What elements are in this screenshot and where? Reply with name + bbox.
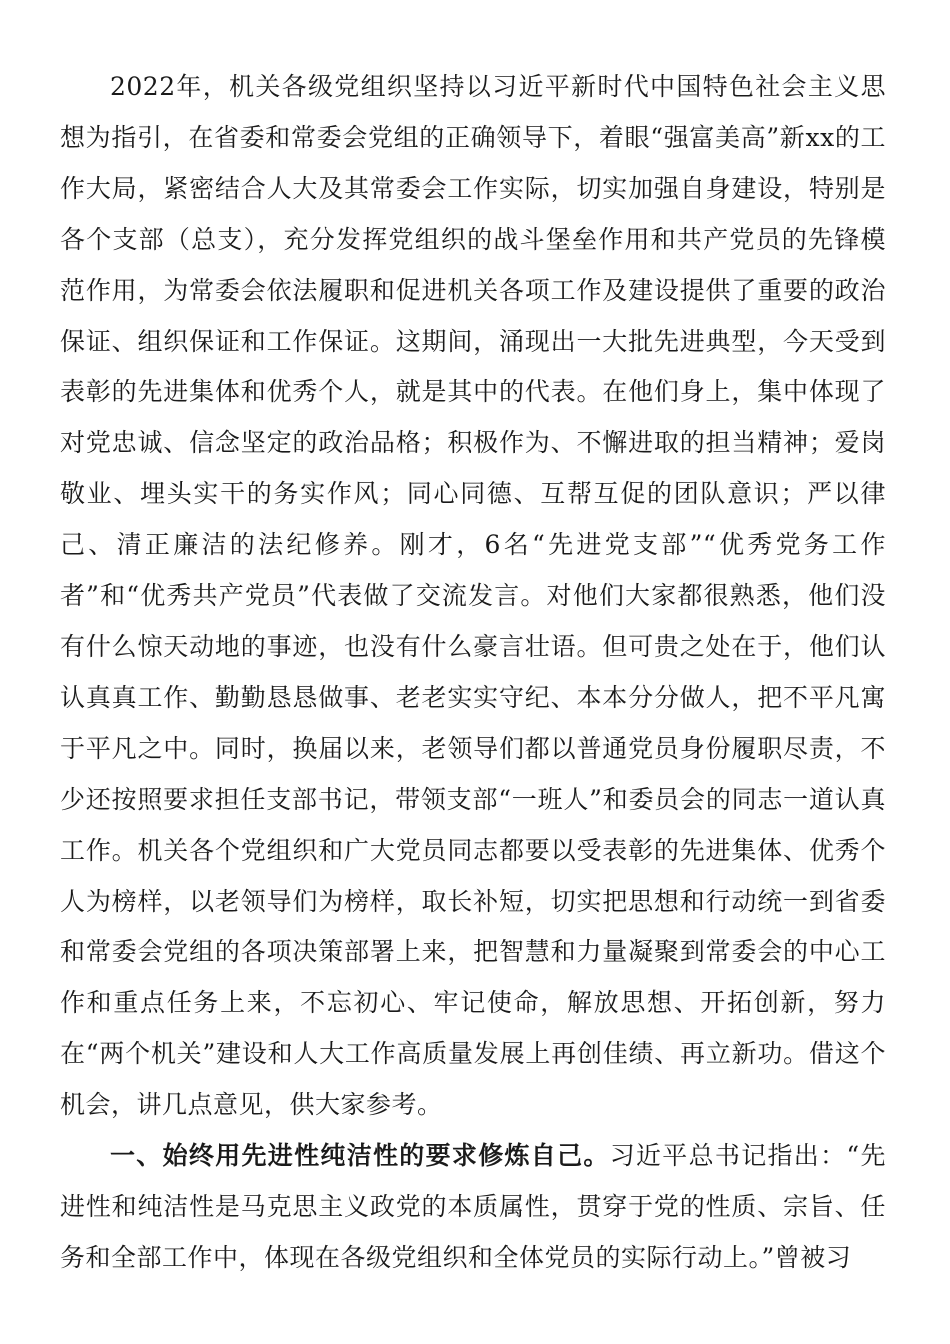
- paragraph-section-one: [60, 1131, 886, 1284]
- paragraph-intro: [60, 62, 886, 1131]
- section-one-text: 习近平总书记指出：“先进性和纯洁性是马克思主义政党的本质属性，贯穿于党的性质、宗旨、任务和全部工作中，体现在各级党组织和全体党员的实际行动上。”曾被习: [60, 1141, 886, 1272]
- document-body: [60, 62, 886, 1284]
- paragraph-intro-text: 2022年，机关各级党组织坚持以习近平新时代中国特色社会主义思想为指引，在省委和常委会党组的正确领导下，着眼“强富美高”新xx的工作大局，紧密结合人大及其常委会工作实际，切实加强自身建设，特别是各个支部（总支），充分发挥党组织的战斗堡垒作用和共产党员的先锋模范作用，为常委会依法履职和促进机关各项工作及建设提供了重要的政治保证、组织保证和工作保证。这期间，涌现出一大批先进典型，今天受到表彰的先进集体和优秀个人，就是其中的代表。在他们身上，集中体现了对党忠诚、信念坚定的政治品格；积极作为、不懈进取的担当精神；爱岗敬业、埋头实干的务实作风；同心同德、互帮互促的团队意识；严以律己、清正廉洁的法纪修养。刚才，6名“先进党支部”“优秀党务工作者”和“优秀共产党员”代表做了交流发言。对他们大家都很熟悉，他们没有什么惊天动地的事迹，也没有什么豪言壮语。但可贵之处在于，他们认认真真工作、勤勤恳恳做事、老老实实守纪、本本分分做人，把不平凡寓于平凡之中。同时，换届以来，老领导们都以普通党员身份履职尽责，不少还按照要求担任支部书记，带领支部“一班人”和委员会的同志一道认真工作。机关各个党组织和广大党员同志都要以受表彰的先进集体、优秀个人为榜样，以老领导们为榜样，取长补短，切实把思想和行动统一到省委和常委会党组的各项决策部署上来，把智慧和力量凝聚到常委会的中心工作和重点任务上来，不忘初心、牢记使命，解放思想、开拓创新，努力在“两个机关”建设和人大工作高质量发展上再创佳绩、再立新功。借这个机会，讲几点意见，供大家参考。: [60, 72, 886, 1120]
- section-one-heading: 一、始终用先进性纯洁性的要求修炼自己。: [110, 1141, 610, 1171]
